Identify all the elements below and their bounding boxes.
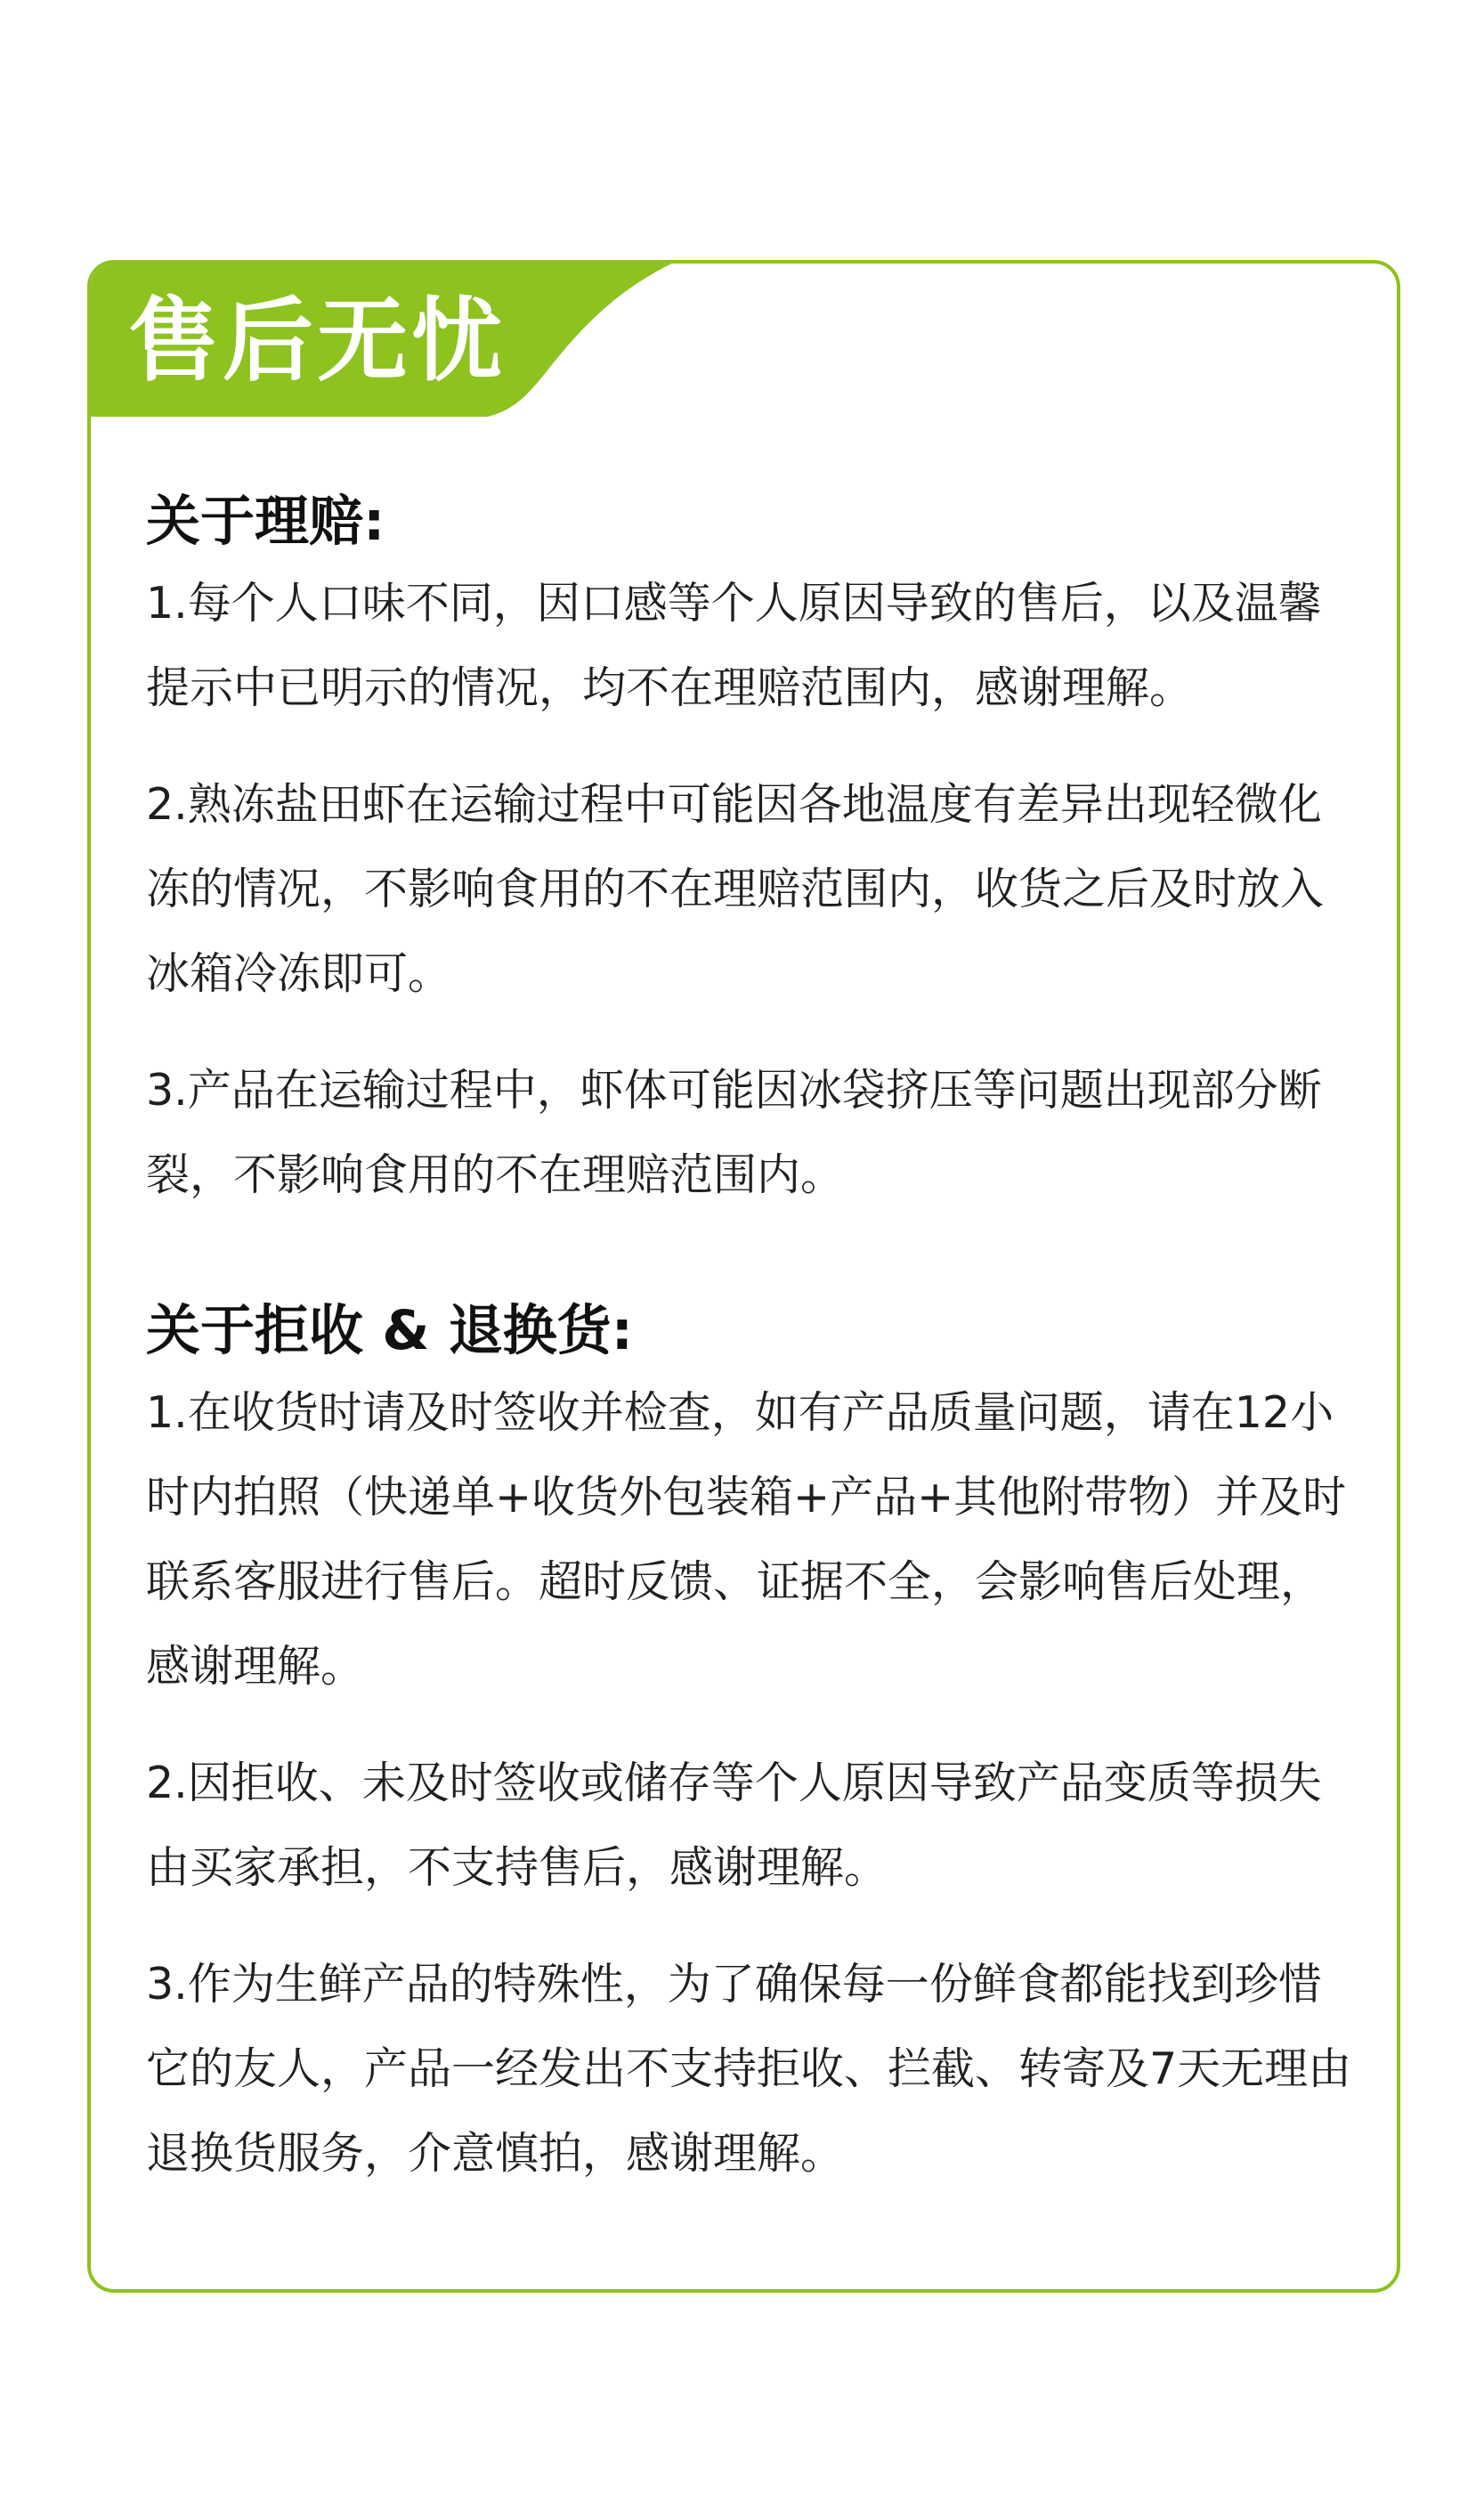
claims-item-3: 3.产品在运输过程中，虾体可能因冰袋挤压等问题出现部分断裂，不影响食用的不在理赔范围内。: [146, 1065, 1322, 1200]
section-returns: [146, 1295, 1354, 2196]
card-content: [146, 486, 1354, 2228]
header-tab: [87, 260, 710, 420]
returns-item-2: 2.因拒收、未及时签收或储存等个人原因导致产品变质等损失由买家承担，不支持售后，感谢理解。: [146, 1758, 1322, 1893]
section-heading-returns: 关于拒收 & 退换货:: [146, 1299, 634, 1362]
returns-item-1: 1.在收货时请及时签收并检查，如有产品质量问题，请在12小时内拍照（快递单+收货外包装箱+产品+其他附带物）并及时联系客服进行售后。超时反馈、证据不全，会影响售后处理，感谢理解。: [146, 1387, 1347, 1692]
claims-item-2: 2.熟冻盐田虾在运输过程中可能因各地温度有差异出现轻微化冻的情况，不影响食用的不在理赔范围内，收货之后及时放入冰箱冷冻即可。: [146, 779, 1325, 999]
card-title: 售后无忧: [128, 288, 506, 394]
section-claims: [146, 486, 1354, 1217]
section-heading-claims: 关于理赔:: [146, 490, 385, 553]
claims-item-1: 1.每个人口味不同，因口感等个人原因导致的售后，以及温馨提示中已明示的情况，均不在理赔范围内，感谢理解。: [146, 578, 1322, 713]
after-sales-card: [87, 260, 1400, 2293]
returns-item-3: 3.作为生鲜产品的特殊性，为了确保每一份鲜食都能找到珍惜它的友人，产品一经发出不支持拒收、拦截、转寄及7天无理由退换货服务，介意慎拍，感谢理解。: [146, 1959, 1352, 2179]
